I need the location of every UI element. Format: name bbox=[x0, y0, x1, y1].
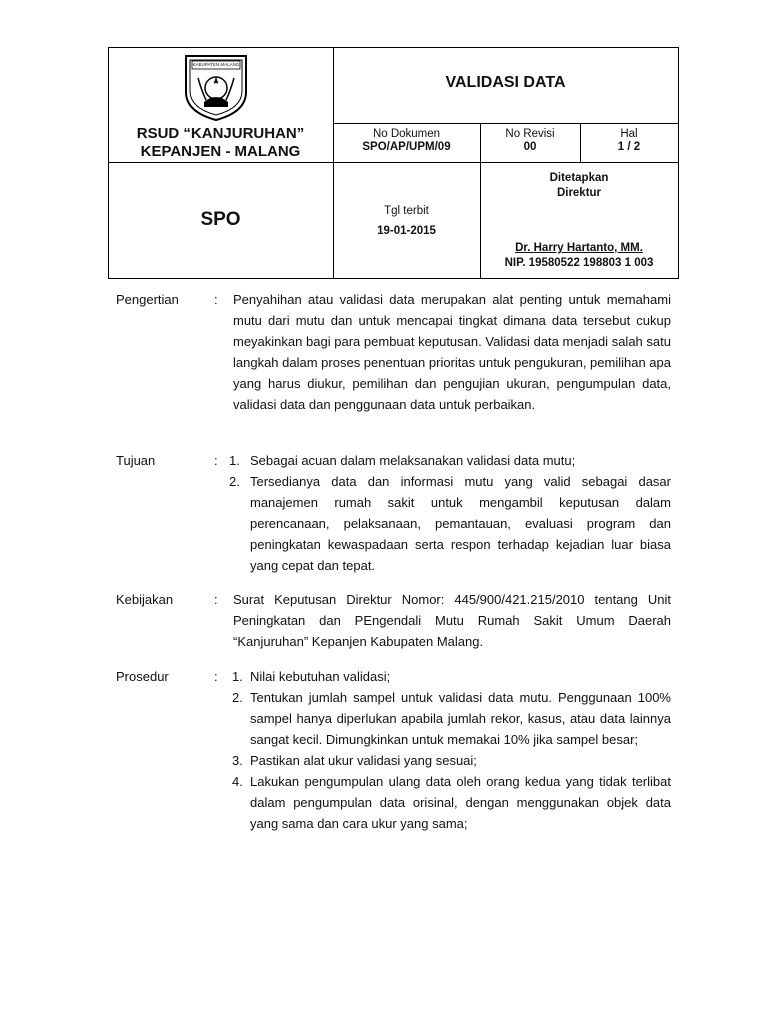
list-item bbox=[232, 666, 671, 687]
tgl-terbit-label: Tgl terbit bbox=[384, 205, 429, 217]
direktur-label: Direktur bbox=[556, 187, 602, 199]
logo-text: KABUPATEN MALANG bbox=[192, 62, 240, 67]
list-item bbox=[229, 471, 671, 576]
tgl-terbit-value: 19-01-2015 bbox=[377, 225, 436, 237]
list-item-number: 2. bbox=[232, 690, 243, 705]
section-label: Tujuan bbox=[116, 453, 156, 468]
header-divider bbox=[108, 162, 679, 163]
title-divider bbox=[333, 123, 678, 124]
list-item-number: 2. bbox=[229, 474, 240, 489]
document-title: VALIDASI DATA bbox=[445, 74, 566, 91]
list-item-text: Tersedianya data dan informasi mutu yang valid sebagai dasar manajemen rumah sakit untuk mengambil keputusan dalam perencanaan, pelaksanaan, pemantauan, evaluasi program dan peningkatan kewaspadaan serta respon terhadap kejadian luar biasa yang cepat dan tepat. bbox=[250, 474, 671, 573]
list-item-number: 4. bbox=[232, 774, 243, 789]
spo-label: SPO bbox=[200, 209, 241, 230]
list-item bbox=[229, 450, 671, 471]
list-item-text: Lakukan pengumpulan ulang data oleh orang kedua yang tidak terlibat dalam pengumpulan data orisinal, dengan menggunakan objek data yang sama dan cara ukur yang sama; bbox=[250, 774, 671, 831]
list-item-text: Pastikan alat ukur validasi yang sesuai; bbox=[250, 753, 477, 768]
list-item bbox=[232, 771, 671, 834]
section-label: Pengertian bbox=[116, 292, 179, 307]
section-colon: : bbox=[214, 292, 218, 307]
section-list bbox=[232, 666, 671, 834]
hospital-logo bbox=[182, 52, 250, 122]
list-item-number: 3. bbox=[232, 753, 243, 768]
list-item-text: Tentukan jumlah sampel untuk validasi data mutu. Penggunaan 100% sampel hanya diperlukan apabila jumlah rekor, kasus, atau data lainnya sangat kecil. Dimungkinkan untuk memakai 10% jika sampel besar; bbox=[250, 690, 671, 747]
section-colon: : bbox=[214, 453, 218, 468]
hospital-name-line2: KEPANJEN - MALANG bbox=[140, 143, 301, 160]
signer-name: Dr. Harry Hartanto, MM. bbox=[515, 242, 643, 254]
section-label: Prosedur bbox=[116, 669, 169, 684]
no-revisi-value: 00 bbox=[523, 141, 537, 153]
no-dokumen-label: No Dokumen bbox=[372, 128, 441, 140]
section-colon: : bbox=[214, 669, 218, 684]
no-dokumen-value: SPO/AP/UPM/09 bbox=[362, 141, 451, 153]
section-text: Surat Keputusan Direktur Nomor: 445/900/421.215/2010 tentang Unit Peningkatan dan PEngendali Mutu Rumah Sakit Umum Daerah “Kanjuruhan” Kepanjen Kabupaten Malang. bbox=[233, 592, 671, 649]
no-revisi-label: No Revisi bbox=[505, 128, 555, 140]
section-list bbox=[229, 450, 671, 576]
list-item-text: Nilai kebutuhan validasi; bbox=[250, 669, 391, 684]
hospital-name bbox=[108, 125, 333, 161]
hal-label: Hal bbox=[620, 128, 638, 140]
section-colon: : bbox=[214, 592, 218, 607]
ditetapkan-label: Ditetapkan bbox=[549, 172, 609, 184]
list-item-text: Sebagai acuan dalam melaksanakan validasi data mutu; bbox=[250, 453, 576, 468]
hospital-name-line1: RSUD “KANJURUHAN” bbox=[136, 125, 305, 142]
list-item bbox=[232, 750, 671, 771]
hal-value: 1 / 2 bbox=[617, 141, 641, 153]
section-text: Penyahihan atau validasi data merupakan alat penting untuk memahami mutu dari mutu dan untuk mencapai tingkat dimana data tersebut cukup meyakinkan bagi para pembuat keputusan. Validasi data menjadi salah satu langkah dalam proses penentuan prioritas untuk pengukuran, pemilihan apa yang harus diukur, pemilihan dan pengujian ukuran, pengumpulan data, validasi data dan penggunaan data untuk perbaikan. bbox=[233, 292, 671, 412]
section-label: Kebijakan bbox=[116, 592, 174, 607]
list-item bbox=[232, 687, 671, 750]
signer-nip: NIP. 19580522 198803 1 003 bbox=[504, 257, 654, 269]
list-item-number: 1. bbox=[229, 453, 240, 468]
list-item-number: 1. bbox=[232, 669, 243, 684]
